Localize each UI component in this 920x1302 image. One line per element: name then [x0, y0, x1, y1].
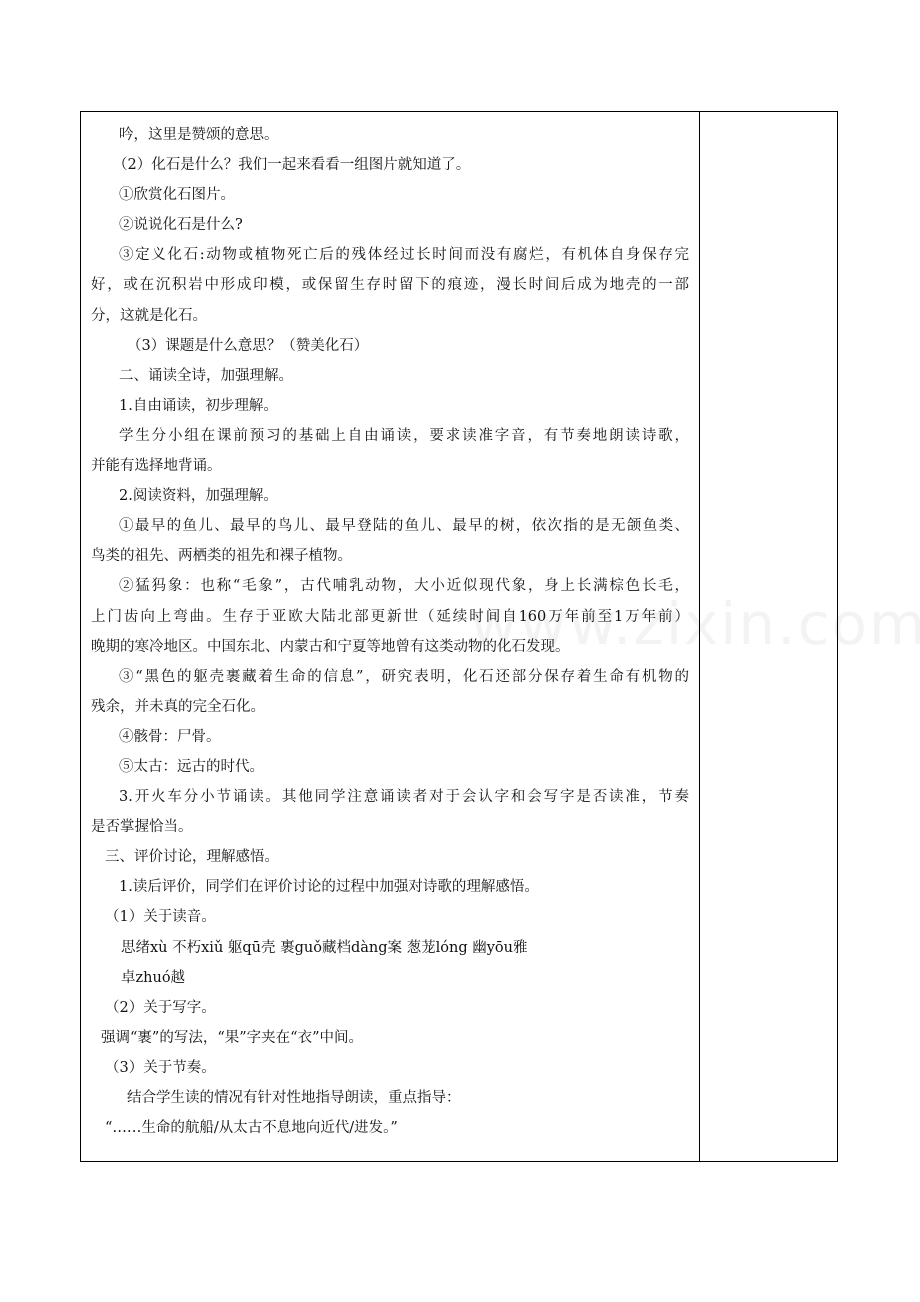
- text-line: （2）化石是什么？我们一起来看看一组图片就知道了。: [113, 157, 471, 174]
- text-line: 3.开火车分小节诵读。其他同学注意诵读者对于会认字和会写字是否读准，节奏: [119, 789, 689, 806]
- text-line: 学生分小组在课前预习的基础上自由诵读，要求读准字音，有节奏地朗读诗歌，: [119, 427, 689, 444]
- text-line: 上门齿向上弯曲。生存于亚欧大陆北部更新世（延续时间自160万年前至1万年前）: [91, 608, 689, 625]
- text-line: “……生命的航船/从太古不息地向近代/进发。”: [105, 1120, 398, 1137]
- text-line: ④骸骨：尸骨。: [119, 728, 221, 745]
- text-line: ⑤太古：远古的时代。: [119, 758, 264, 775]
- column-divider: [699, 112, 700, 1161]
- text-line: 思绪xù 不朽xiǔ 躯qū壳 裹guǒ藏档dàng案 葱茏lóng 幽yōu雅: [121, 939, 528, 956]
- text-line: ①最早的鱼儿、最早的鸟儿、最早登陆的鱼儿、最早的树，依次指的是无颌鱼类、: [119, 518, 689, 535]
- text-line: 残余，并未真的完全石化。: [91, 698, 265, 715]
- text-line: 吟，这里是赞颂的意思。: [119, 127, 279, 143]
- lesson-table: [80, 111, 838, 1162]
- text-line: 1.读后评价，同学们在评价讨论的过程中加强对诗歌的理解感悟。: [119, 879, 539, 896]
- text-line: 卓zhuó越: [121, 969, 186, 986]
- text-line: （1）关于读音。: [105, 909, 216, 926]
- text-line: 1.自由诵读，初步理解。: [119, 397, 278, 414]
- text-line: ②猛犸象：也称“毛象”，古代哺乳动物，大小近似现代象，身上长满棕色长毛，: [119, 578, 689, 595]
- lesson-content-cell: [91, 120, 689, 1143]
- text-line: 2.阅读资料，加强理解。: [119, 488, 278, 505]
- text-line: 是否掌握恰当。: [91, 819, 193, 836]
- text-line: 晚期的寒冷地区。中国东北、内蒙古和宁夏等地曾有这类动物的化石发现。: [91, 638, 570, 655]
- text-line: 强调“裹”的写法，“果”字夹在“衣”中间。: [101, 1029, 363, 1046]
- text-line: ②说说化石是什么?: [119, 217, 243, 234]
- text-line: （3）关于节奏。: [105, 1059, 216, 1076]
- text-line: 好，或在沉积岩中形成印模，或保留生存时留下的痕迹，漫长时间后成为地壳的一部: [91, 277, 689, 294]
- text-line: 三、评价讨论，理解感悟。: [105, 849, 279, 866]
- text-line: 鸟类的祖先、两栖类的祖先和裸子植物。: [91, 548, 352, 565]
- text-line: 结合学生读的情况有针对性地指导朗读，重点指导：: [127, 1090, 461, 1106]
- text-line: （3）课题是什么意思？（赞美化石）: [127, 337, 369, 354]
- text-line: （2）关于写字。: [105, 999, 216, 1016]
- text-line: 并能有选择地背诵。: [91, 458, 222, 475]
- text-line: 二、诵读全诗，加强理解。: [119, 367, 293, 384]
- text-line: ③“黑色的躯壳裹藏着生命的信息”，研究表明，化石还部分保存着生命有机物的: [119, 668, 689, 685]
- text-line: 分，这就是化石。: [91, 307, 207, 324]
- text-line: ①欣赏化石图片。: [119, 187, 235, 204]
- text-line: ③定义化石:动物或植物死亡后的残体经过长时间而没有腐烂，有机体自身保存完: [119, 247, 689, 264]
